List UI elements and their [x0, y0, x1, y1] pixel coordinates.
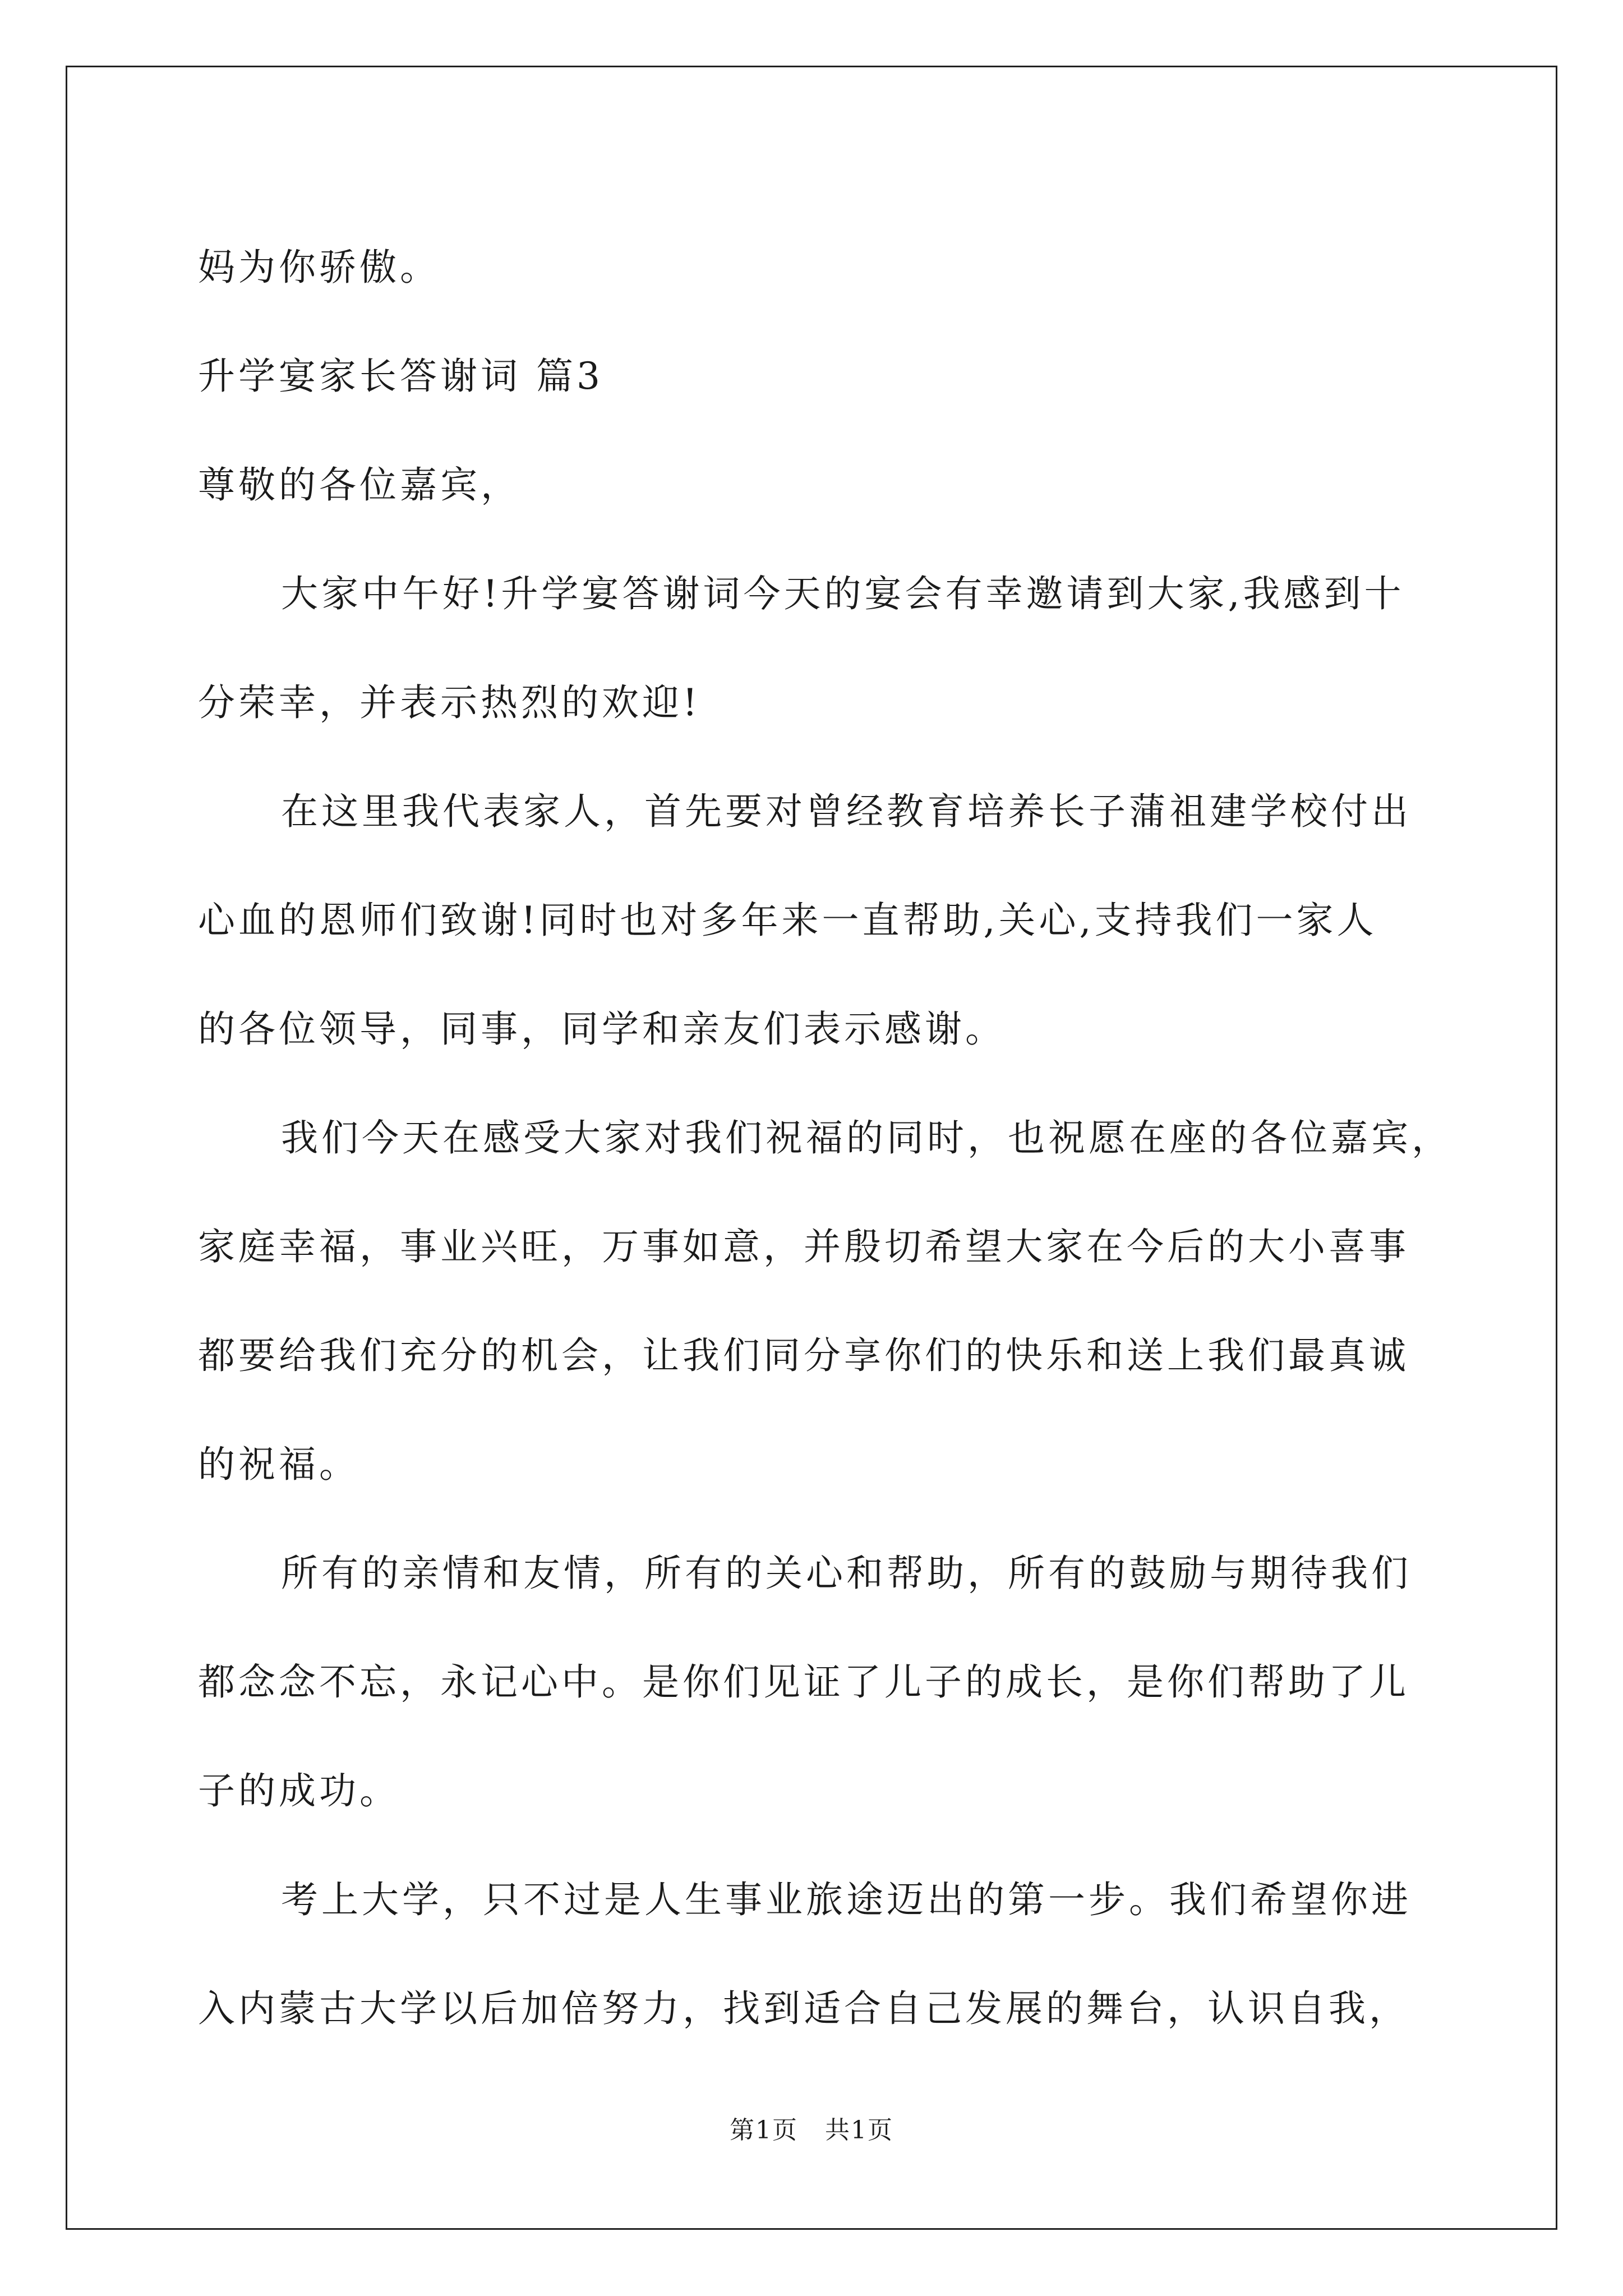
text-line: 的各位领导，同事，同学和亲友们表示感谢。	[198, 1007, 1006, 1051]
text-line: 妈为你骄傲。	[198, 246, 440, 289]
document-body	[198, 213, 1452, 2063]
text-line: 都念念不忘，永记心中。是你们见证了儿子的成长，是你们帮助了儿	[198, 1660, 1409, 1704]
text-line: 入内蒙古大学以后加倍努力，找到适合自己发展的舞台，认识自我，	[198, 1987, 1409, 2030]
paragraph-start: 所有的亲情和友情，所有的关心和帮助，所有的鼓励与期待我们	[281, 1552, 1412, 1595]
text-line: 心血的恩师们致谢!同时也对多年来一直帮助,关心,支持我们一家人	[198, 899, 1377, 942]
text-line: 都要给我们充分的机会，让我们同分享你们的快乐和送上我们最真诚	[198, 1334, 1409, 1377]
page-total: 共1页	[825, 2116, 893, 2145]
paragraph-start: 在这里我代表家人，首先要对曾经教育培养长子蒲祖建学校付出	[281, 790, 1412, 833]
text-line: 家庭幸福，事业兴旺，万事如意，并殷切希望大家在今后的大小喜事	[198, 1225, 1409, 1268]
section-heading: 升学宴家长答谢词 篇3	[198, 355, 603, 398]
paragraph-start: 考上大学，只不过是人生事业旅途迈出的第一步。我们希望你进	[281, 1878, 1412, 1921]
text-line: 子的成功。	[198, 1769, 400, 1812]
salutation: 尊敬的各位嘉宾，	[198, 463, 521, 507]
page-number: 第1页	[730, 2116, 798, 2145]
page-footer	[0, 2114, 1623, 2147]
text-line: 分荣幸，并表示热烈的欢迎!	[198, 681, 701, 724]
paragraph-start: 大家中午好!升学宴答谢词今天的宴会有幸邀请到大家,我感到十	[281, 572, 1405, 615]
text-line: 的祝福。	[198, 1443, 359, 1486]
paragraph-start: 我们今天在感受大家对我们祝福的同时，也祝愿在座的各位嘉宾，	[281, 1116, 1452, 1159]
